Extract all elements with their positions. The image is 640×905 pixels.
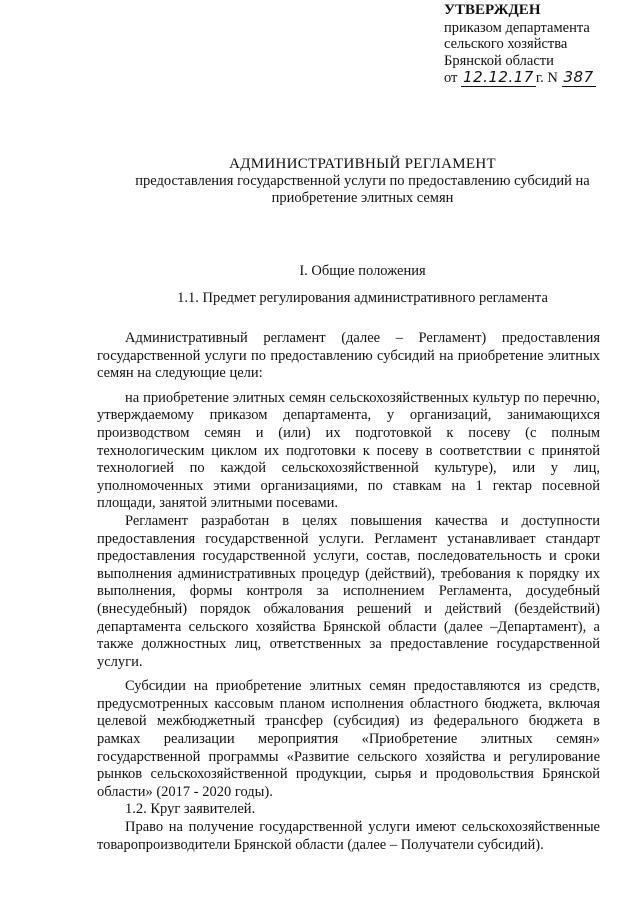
paragraph-applicants: Право на получение государственной услуги имеют сельскохозяйственные товаропроизводители Брянской области (далее – Получатели субсидий). bbox=[97, 819, 600, 853]
paragraph-intro: Административный регламент (далее – Регламент) предоставления государственной услуги по предоставлению субсидий на приобретение элитных семян на следующие цели: bbox=[97, 330, 600, 382]
approval-line-2: сельского хозяйства bbox=[444, 36, 568, 52]
approval-heading: УТВЕРЖДЕН bbox=[444, 2, 541, 18]
document-body bbox=[97, 330, 600, 854]
approval-stamp bbox=[444, 2, 634, 87]
title-subtitle-line-1: предоставления государственной услуги по предоставлению субсидий на bbox=[135, 173, 590, 189]
approval-line-1: приказом департамента bbox=[444, 19, 590, 36]
title-subtitle-line-2: приобретение элитных семян bbox=[271, 190, 454, 206]
handwritten-date: 12.12.17 bbox=[463, 68, 534, 86]
approval-date-line bbox=[444, 69, 634, 87]
handwritten-number: 387 bbox=[563, 68, 594, 86]
paragraph-purpose: на приобретение элитных семян сельскохозяйственных культур по перечню, утверждаемому приказом департамента, у организаций, занимающихся производством семян и (или) их подготовкой к посеву (с полным технологическим циклом их подготовки к посеву в соответствии с принятой технологией по каждой сельскохозяйственной культуре), или у лиц, уполномоченных этими организациями, по ставкам на 1 гектар посевной площади, занятой элитными посевами. bbox=[97, 389, 600, 512]
number-prefix: г. N bbox=[535, 70, 558, 86]
date-prefix: от bbox=[444, 70, 458, 86]
approval-line-3: Брянской области bbox=[444, 52, 554, 69]
section-heading: I. Общие положения bbox=[299, 263, 426, 279]
paragraph-funding: Субсидии на приобретение элитных семян предоставляются из средств, предусмотренных кассовым планом исполнения областного бюджета, включая целевой межбюджетный трансфер (субсидия) из федерального бюджета в рамках реализации мероприятия «Приобретение элитных семян» государственной программы «Развитие сельского хозяйства и регулирование рынков сельскохозяйственной продукции, сырья и продовольствия Брянской области» (2017 - 2020 годы). bbox=[97, 678, 600, 800]
paragraph-applicants-heading: 1.2. Круг заявителей. bbox=[125, 801, 256, 818]
document-title bbox=[90, 156, 635, 207]
paragraph-regulation: Регламент разработан в целях повышения качества и доступности предоставления государственной услуги. Регламент устанавливает стандарт предоставления государственной услуги, состав, последовательность и сроки выполнения административных процедур (действий), требования к порядку их выполнения, формы контроля за исполнением Регламента, досудебный (внесудебный) порядок обжалования решений и действий (бездействий) департамента сельского хозяйства Брянской области (далее –Департамент), а также должностных лиц, ответственных за предоставление государственной услуги. bbox=[97, 512, 600, 670]
title-main: АДМИНИСТРАТИВНЫЙ РЕГЛАМЕНТ bbox=[229, 156, 496, 172]
section-subheading: 1.1. Предмет регулирования административного регламента bbox=[177, 290, 548, 306]
